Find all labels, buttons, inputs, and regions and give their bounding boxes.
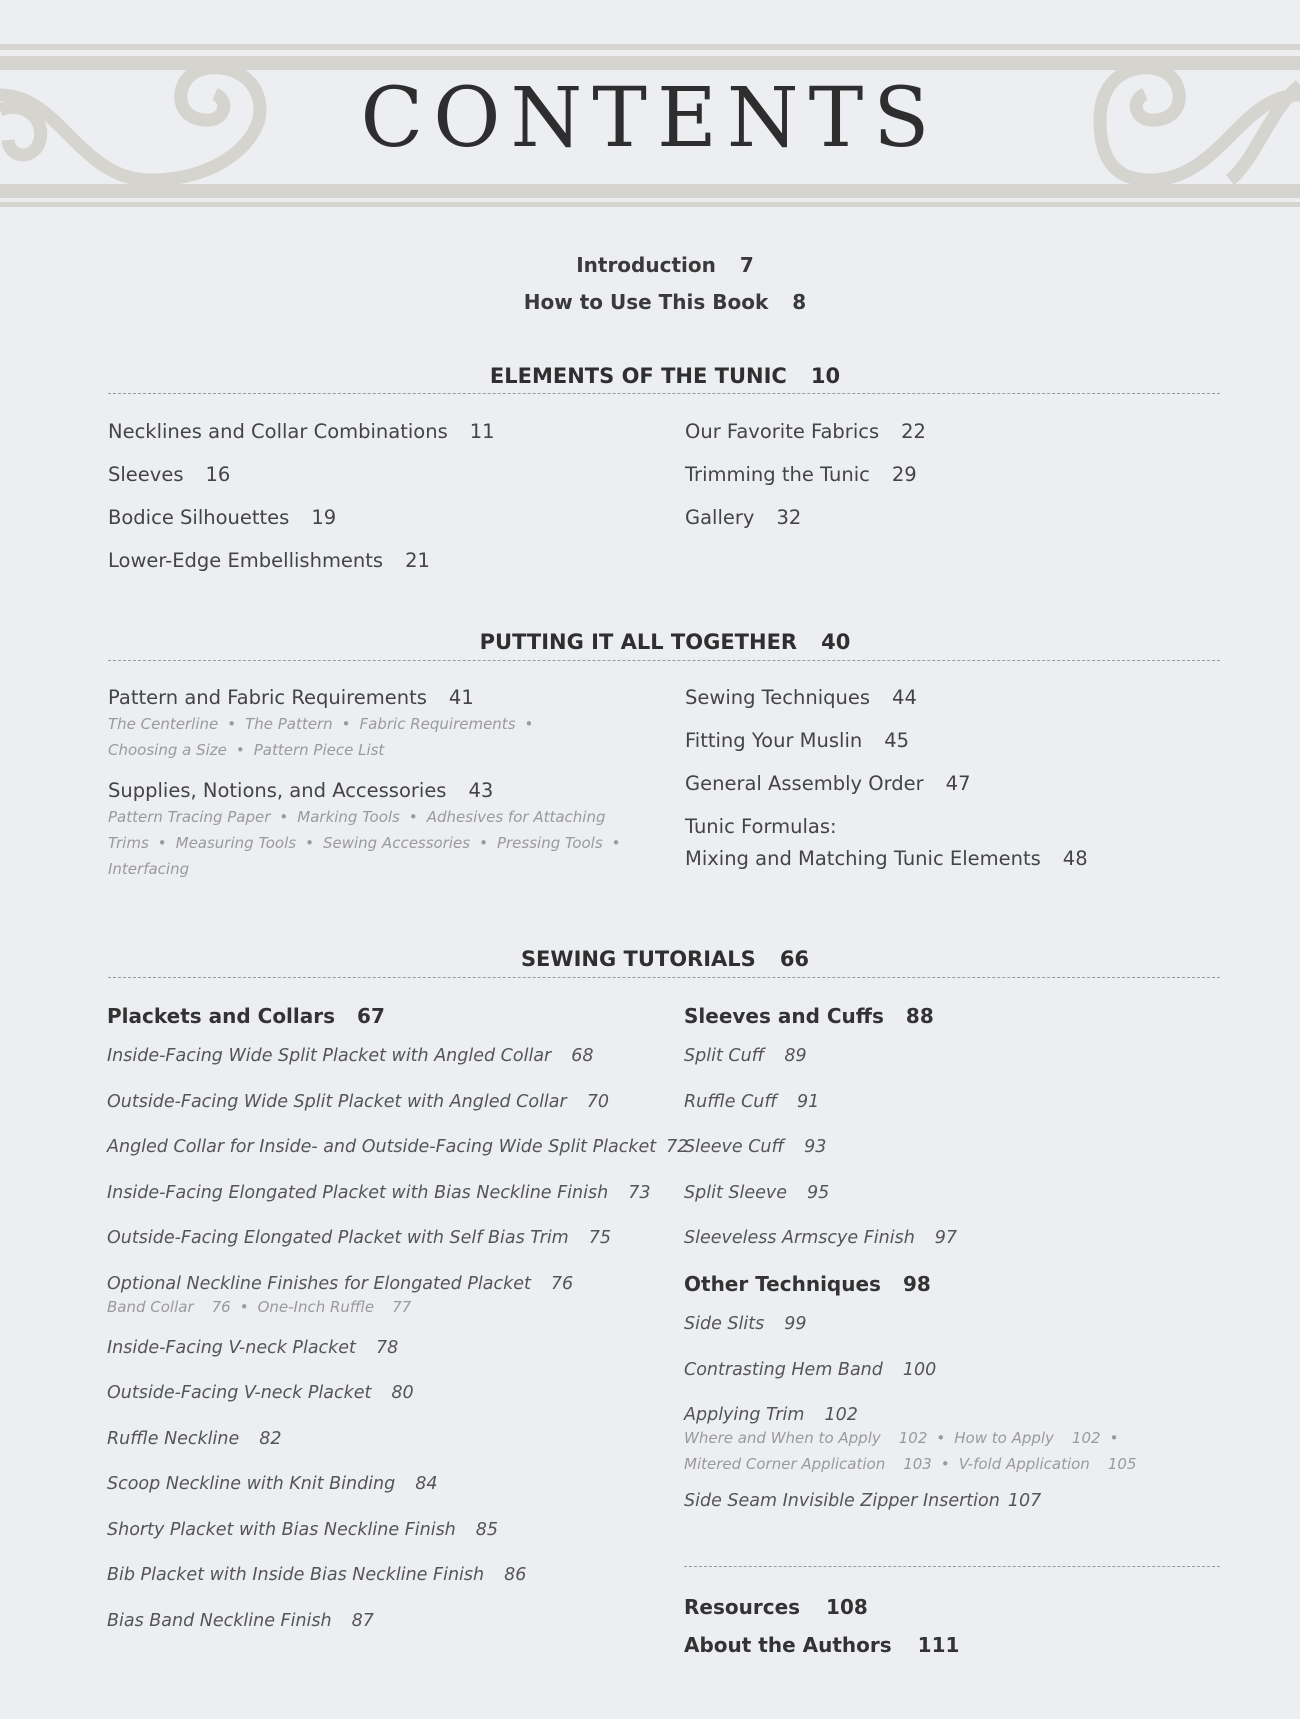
back-matter-divider bbox=[684, 1566, 1220, 1567]
section-heading-tutorials[interactable]: SEWING TUTORIALS 66 bbox=[520, 947, 810, 971]
toc-entry[interactable]: Contrasting Hem Band 100 bbox=[684, 1359, 937, 1380]
section-divider bbox=[108, 660, 1220, 661]
subtopic-line: Choosing a Size • Pattern Piece List bbox=[108, 741, 385, 759]
subsection-heading-other[interactable]: Other Techniques 98 bbox=[684, 1272, 931, 1296]
toc-entry[interactable]: Sleeves 16 bbox=[108, 463, 231, 486]
toc-entry[interactable]: Pattern and Fabric Requirements 41 bbox=[108, 686, 474, 709]
page-title: CONTENTS bbox=[360, 71, 940, 166]
subtopic-line: Mitered Corner Application 103 • V-fold Application 105 bbox=[684, 1455, 1137, 1473]
toc-entry[interactable]: Sleeveless Armscye Finish 97 bbox=[684, 1228, 958, 1248]
toc-entry[interactable]: Shorty Placket with Bias Neckline Finish 85 bbox=[107, 1519, 499, 1540]
section-heading-together[interactable]: PUTTING IT ALL TOGETHER 40 bbox=[479, 630, 851, 654]
section-heading-elements[interactable]: ELEMENTS OF THE TUNIC 10 bbox=[489, 364, 841, 388]
toc-entry[interactable]: General Assembly Order 47 bbox=[685, 772, 971, 795]
toc-entry[interactable]: Bib Placket with Inside Bias Neckline Finish 86 bbox=[107, 1565, 527, 1585]
toc-entry[interactable]: Split Cuff 89 bbox=[684, 1046, 807, 1066]
toc-entry[interactable]: Supplies, Notions, and Accessories 43 bbox=[108, 779, 494, 802]
toc-entry[interactable]: Outside-Facing Wide Split Placket with Angled Collar 70 bbox=[107, 1091, 609, 1112]
toc-entry-resources[interactable]: Resources 108 bbox=[684, 1595, 868, 1619]
together-right-column bbox=[685, 686, 1088, 870]
toc-entry-how-to-use[interactable]: How to Use This Book 8 bbox=[523, 290, 807, 314]
toc-entry[interactable]: Scoop Neckline with Knit Binding 84 bbox=[107, 1474, 438, 1494]
section-divider bbox=[108, 393, 1220, 394]
toc-entry[interactable]: Optional Neckline Finishes for Elongated Placket 76 bbox=[107, 1273, 574, 1294]
sleeves-other-column bbox=[684, 1004, 1136, 1511]
toc-entry[interactable]: Outside-Facing V-neck Placket 80 bbox=[107, 1383, 414, 1403]
back-matter bbox=[684, 1595, 959, 1657]
subtopic-line: The Centerline • The Pattern • Fabric Requirements • bbox=[108, 715, 534, 733]
subtopic-line: Where and When to Apply 102 • How to Apply 102 • bbox=[684, 1429, 1119, 1447]
subsection-heading-sleeves[interactable]: Sleeves and Cuffs 88 bbox=[684, 1004, 934, 1028]
toc-entry-about-authors[interactable]: About the Authors 111 bbox=[684, 1633, 960, 1657]
toc-entry[interactable]: Necklines and Collar Combinations 11 bbox=[108, 420, 495, 443]
toc-entry[interactable]: Mixing and Matching Tunic Elements 48 bbox=[685, 847, 1088, 870]
toc-entry[interactable]: Angled Collar for Inside- and Outside-Facing Wide Split Placket 72 bbox=[107, 1137, 689, 1157]
toc-entry-introduction[interactable]: Introduction 7 bbox=[576, 253, 754, 277]
together-left-column bbox=[108, 686, 630, 882]
toc-entry[interactable]: Outside-Facing Elongated Placket with Self Bias Trim 75 bbox=[107, 1228, 612, 1248]
toc-entry[interactable]: Lower-Edge Embellishments 21 bbox=[108, 549, 430, 572]
toc-entry[interactable]: Sleeve Cuff 93 bbox=[684, 1137, 827, 1157]
toc-entry[interactable]: Ruffle Neckline 82 bbox=[107, 1428, 282, 1449]
subsection-heading-plackets[interactable]: Plackets and Collars 67 bbox=[107, 1004, 385, 1028]
toc-entry[interactable]: Gallery 32 bbox=[685, 506, 802, 529]
section-divider bbox=[108, 977, 1220, 978]
toc-entry[interactable]: Inside-Facing V-neck Placket 78 bbox=[107, 1337, 399, 1358]
toc-entry[interactable]: Tunic Formulas: bbox=[685, 815, 837, 838]
toc-entry[interactable]: Side Slits 99 bbox=[684, 1314, 807, 1334]
toc-entry[interactable]: Split Sleeve 95 bbox=[684, 1182, 830, 1203]
elements-right-column bbox=[685, 420, 926, 549]
subtopic-line: Band Collar 76 • One-Inch Ruffle 77 bbox=[107, 1297, 412, 1316]
plackets-column bbox=[107, 1004, 688, 1656]
subtopic-line: Interfacing bbox=[108, 860, 190, 878]
toc-entry[interactable]: Inside-Facing Elongated Placket with Bias Neckline Finish 73 bbox=[107, 1182, 651, 1203]
toc-entry[interactable]: Inside-Facing Wide Split Placket with Angled Collar 68 bbox=[107, 1046, 594, 1066]
toc-entry[interactable]: Bias Band Neckline Finish 87 bbox=[107, 1610, 374, 1631]
toc-entry[interactable]: Applying Trim 102 bbox=[684, 1405, 858, 1425]
toc-entry[interactable]: Side Seam Invisible Zipper Insertion 107 bbox=[684, 1491, 1042, 1511]
subtopic-line: Trims • Measuring Tools • Sewing Accessories • Pressing Tools • bbox=[108, 834, 621, 852]
toc-entry[interactable]: Fitting Your Muslin 45 bbox=[685, 729, 910, 752]
toc-entry[interactable]: Ruffle Cuff 91 bbox=[684, 1091, 820, 1112]
subtopic-line: Pattern Tracing Paper • Marking Tools • Adhesives for Attaching bbox=[108, 808, 606, 826]
toc-entry[interactable]: Trimming the Tunic 29 bbox=[685, 463, 917, 486]
toc-entry[interactable]: Sewing Techniques 44 bbox=[685, 686, 917, 709]
toc-entry[interactable]: Our Favorite Fabrics 22 bbox=[685, 420, 926, 443]
toc-entry[interactable]: Bodice Silhouettes 19 bbox=[108, 506, 337, 529]
elements-left-column bbox=[108, 420, 495, 592]
